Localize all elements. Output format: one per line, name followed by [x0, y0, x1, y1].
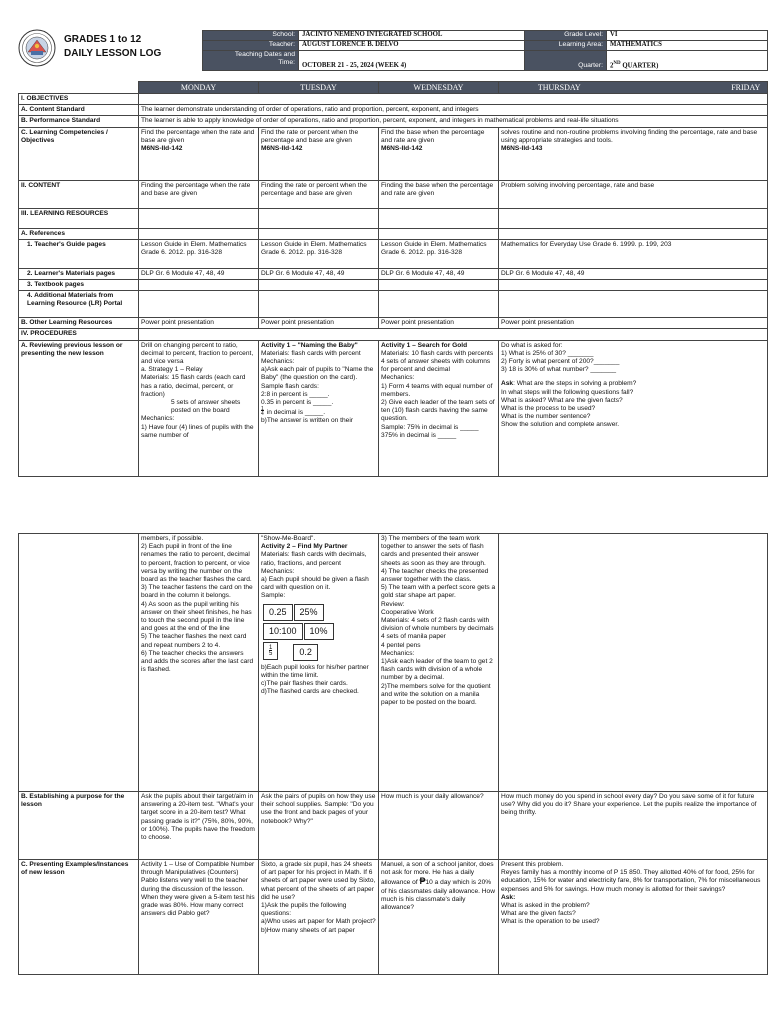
day-header-tuesday: TUESDAY: [259, 82, 379, 94]
flash-card: 0.25: [263, 604, 293, 621]
quarter-value: 2ND QUARTER): [607, 51, 768, 71]
content-monday: Finding the percentage when the rate and base are given: [139, 180, 259, 208]
area-value: MATHEMATICS: [607, 41, 768, 51]
review-wednesday: Activity 1 – Search for Gold Materials: 10 flash cards with percents 4 sets of answer sheets with columns for percent and decimal Mechanics: 1) Form 4 teams with equal number of members. 2) Give each leader of the team sets of ten (10) flash cards having the same question. Sample: 75% in decimal is _____ 375% in decimal is _____: [379, 340, 499, 476]
additional-materials-label: 4. Additional Materials from Learning Resource (LR) Portal: [19, 291, 139, 318]
purpose-thursday: How much money do you spend in school every day? Do you save some of it for future use? Why did you do it? Share your experience. Let the pupils realize the importance of being thrifty.: [499, 792, 768, 860]
other-resources-label: B. Other Learning Resources: [19, 318, 139, 329]
dates-label: Teaching Dates and Time:: [203, 51, 299, 71]
review-label: A. Reviewing previous lesson or presenting the new lesson: [19, 340, 139, 476]
grade-label: Grade Level:: [525, 31, 607, 41]
other-monday: Power point presentation: [139, 318, 259, 329]
review-tuesday-cont: "Show-Me-Board". Activity 2 – Find My Partner Materials: flash cards with decimals, ratio, fractions, and percent Mechanics: a) Each pupil should be given a flash card with question on it. Sample: 0.25 25% 10:100 10% $\frac{1}{5} 0.2$ b)Each pupil looks for his/her partner within the time limit. c)The pair flashes their cards. d)The flashed cards are checked.: [259, 534, 379, 792]
dll-table-page-1: [18, 81, 768, 477]
day-header-monday: MONDAY: [139, 82, 259, 94]
content-thursday: Problem solving involving percentage, rate and base: [499, 180, 768, 208]
learners-materials-label: 2. Learner's Materials pages: [19, 268, 139, 279]
peso-sign: ₱: [419, 876, 426, 887]
deped-seal-icon: [18, 29, 56, 67]
objectives-label: I. OBJECTIVES: [19, 94, 139, 105]
present-tuesday: Sixto, a grade six pupil, has 24 sheets of art paper for his project in Math. If 6 sheets of art paper were used by Sixto, what percent of the sheets of art paper did he use? 1)Ask the pupils the following questions: a)Who uses art paper for Math project? b)How many sheets of art paper: [259, 860, 379, 975]
content-standard-text: The learner demonstrate understanding of order of operations, ratio and proportion, percent, exponent, and integers: [139, 105, 768, 116]
content-label: II. CONTENT: [19, 180, 139, 208]
area-label: Learning Area:: [525, 41, 607, 51]
purpose-monday: Ask the pupils about their target/aim in answering a 20-item test. "What's your target score in a 20-item test? What passing grade is it?" (75%, 80%, 90%, or 100%). The pupils have the freedom to choose.: [139, 792, 259, 860]
other-wednesday: Power point presentation: [379, 318, 499, 329]
teacher-value: AUGUST LORENCE B. DELVO: [299, 41, 525, 51]
teacher-label: Teacher:: [203, 41, 299, 51]
purpose-label: B. Establishing a purpose for the lesson: [19, 792, 139, 860]
textbook-label: 3. Textbook pages: [19, 280, 139, 291]
tg-tuesday: Lesson Guide in Elem. Mathematics Grade 6. 2012. pp. 316-328: [259, 239, 379, 268]
content-tuesday: Finding the rate or percent when the percentage and base are given: [259, 180, 379, 208]
school-value: JACINTO NEMENO INTEGRATED SCHOOL: [299, 31, 525, 41]
performance-standard-text: The learner is able to apply knowledge of order of operations, ratio and proportion, percent, exponent, and integers in mathematical problems and real-life situations: [139, 116, 768, 127]
lm-thursday: DLP Gr. 6 Module 47, 48, 49: [499, 268, 768, 279]
form-title-grades: GRADES 1 to 12: [64, 34, 142, 45]
competency-thursday: solves routine and non-routine problems involving finding the percentage, rate and base using appropriate strategies and tools. M6NS-IId-143: [499, 127, 768, 180]
present-thursday: Present this problem. Reyes family has a monthly income of P 15 850. They allotted 40% of for food, 25% for education, 15% for water and electricity fare, 8% for transportation, 7% for miscellaneous expenses and 5% for savings. How much money is allotted for their savings? Ask: What is asked in the problem? What are the given facts? What is the operation to be used?: [499, 860, 768, 975]
dates-value: OCTOBER 21 - 25, 2024 (WEEK 4): [299, 51, 525, 71]
flash-card: 10%: [304, 623, 334, 640]
flash-card: 25%: [294, 604, 324, 621]
content-standard-label: A. Content Standard: [19, 105, 139, 116]
review-wednesday-cont: 3) The members of the team work together to answer the sets of flash cards and presented their answer sheets as soon as they are through. 4) The teacher checks the presented answer together with the class. 5) The team with a perfect score gets a gold star shape art paper. Review: Cooperative Work Materials: 4 sets of 2 flash cards with division of whole numbers by decimals 4 sets of manila paper 4 pentel pens Mechanics: 1)Ask each leader of the team to get 2 flash cards with division of a whole number by a decimal. 2)The members solve for the quotient and write the solution on a manila paper to be posted on the board.: [379, 534, 499, 792]
header-info-table: [202, 30, 768, 71]
lm-tuesday: DLP Gr. 6 Module 47, 48, 49: [259, 268, 379, 279]
purpose-wednesday: How much is your daily allowance?: [379, 792, 499, 860]
competencies-label: C. Learning Competencies / Objectives: [19, 127, 139, 180]
review-monday-cont: members, if possible. 2) Each pupil in front of the line renames the ratio to percent, decimal to percent, fraction to percent, or vice versa by writing the number on the board as the teacher flashes the card. 3) The teacher fastens the card on the board in the column it belongs. 4) As soon as the pupil writing his answer on their sheet finishes, he has to touch the second pupil in the line and goes at the end of the line 5) The teacher flashes the next card and repeat numbers 2 to 4. 6) The teacher checks the answers and adds the scores after the last card is flashed.: [139, 534, 259, 792]
resources-label: III. LEARNING RESOURCES: [19, 208, 139, 228]
tg-wednesday: Lesson Guide in Elem. Mathematics Grade 6. 2012. pp. 316-328: [379, 239, 499, 268]
review-thursday: Do what is asked for: 1) What is 25% of 30? _______ 2) Forty is what percent of 200?_______ 3) 18 is 30% of what number? _______ Ask: What are the steps in solving a problem? In what steps will the following questions fall? What is asked? What are the given facts? What is the process to be used? What is the number sentence? Show the solution and complete answer.: [499, 340, 768, 476]
flash-card-fraction: $\frac{1}{5}$: [263, 642, 278, 660]
quarter-label: Quarter:: [525, 51, 607, 71]
teachers-guide-label: 1. Teacher's Guide pages: [19, 239, 139, 268]
content-wednesday: Finding the base when the percentage and rate are given: [379, 180, 499, 208]
form-title-dll: DAILY LESSON LOG: [64, 48, 162, 59]
grade-value: VI: [607, 31, 768, 41]
performance-standard-label: B. Performance Standard: [19, 116, 139, 127]
present-monday: Activity 1 – Use of Compatible Number through Manipulatives (Counters) Pablo listens very well to the teacher during the discussion of the lesson. When they were given a 5-item test his grade was 80%. How many correct answers did Pablo get?: [139, 860, 259, 975]
tg-thursday: Mathematics for Everyday Use Grade 6. 1999. p. 199, 203: [499, 239, 768, 268]
competency-tuesday: Find the rate or percent when the percentage and base are given M6NS-IId-142: [259, 127, 379, 180]
other-thursday: Power point presentation: [499, 318, 768, 329]
present-wednesday: Manuel, a son of a school janitor, does not ask for more. He has a daily allowance of ₱10 a day which is 20% of his classmates daily allowance. How much is his classmate's daily allowance?: [379, 860, 499, 975]
review-tuesday: Activity 1 – "Naming the Baby" Materials: flash cards with percent Mechanics: a)Ask each pair of pupils to "Name the Baby" (the question on the card). Sample flash cards: 2:8 in percent is _____. 0.35 in percent is _____. 1 4 in decimal is _____. b)The answer is written on their: [259, 340, 379, 476]
lesson-log-page-2: [18, 533, 767, 975]
presenting-label: C. Presenting Examples/Instances of new lesson: [19, 860, 139, 975]
flash-card: 0.2: [293, 644, 318, 661]
day-header-thursday-friday: THURSDAY FRIDAY: [499, 82, 768, 94]
dll-table-page-2: [18, 533, 768, 975]
lm-monday: DLP Gr. 6 Module 47, 48, 49: [139, 268, 259, 279]
flash-card: 10:100: [263, 623, 303, 640]
school-label: School:: [203, 31, 299, 41]
references-label: A. References: [19, 228, 139, 239]
procedures-label: IV. PROCEDURES: [19, 329, 139, 340]
fraction-one-fourth: 1 4 in decimal is _____.: [261, 406, 326, 418]
tg-monday: Lesson Guide in Elem. Mathematics Grade 6. 2012. pp. 316-328: [139, 239, 259, 268]
lm-wednesday: DLP Gr. 6 Module 47, 48, 49: [379, 268, 499, 279]
review-monday: Drill on changing percent to ratio, decimal to percent, fraction to percent, and vice versa a. Strategy 1 – Relay Materials: 15 flash cards (each card has a ratio, decimal, percent, or fraction) 5 sets of answer sheets posted on the board Mechanics: 1) Have four (4) lines of pupils with the same number of: [139, 340, 259, 476]
flash-cards-sample: [261, 601, 376, 664]
purpose-tuesday: Ask the pairs of pupils on how they use their school supplies. Sample: "Do you use the front and back pages of your notebook? Why?": [259, 792, 379, 860]
competency-wednesday: Find the base when the percentage and rate are given M6NS-IId-142: [379, 127, 499, 180]
competency-monday: Find the percentage when the rate and base are given M6NS-IId-142: [139, 127, 259, 180]
other-tuesday: Power point presentation: [259, 318, 379, 329]
day-header-wednesday: WEDNESDAY: [379, 82, 499, 94]
